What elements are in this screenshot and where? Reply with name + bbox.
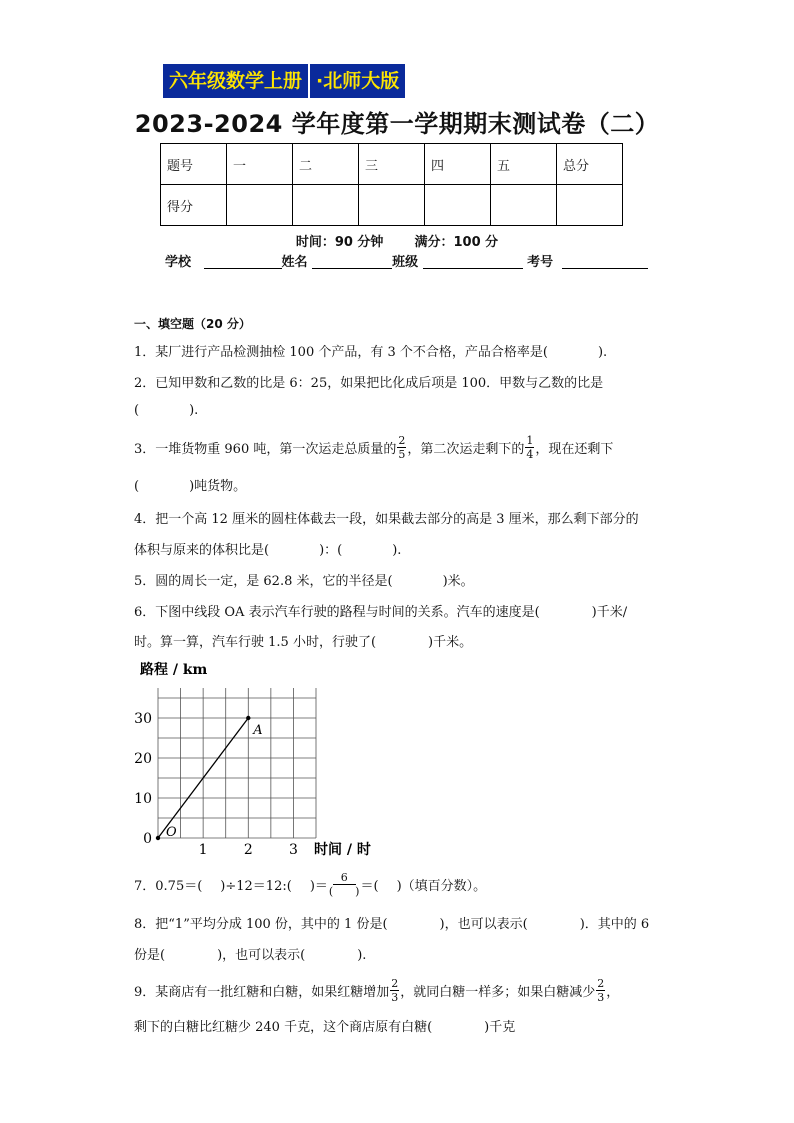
school-field[interactable] — [204, 254, 282, 269]
q6-text-a: 6．下图中线段 OA 表示汽车行驶的路程与时间的关系。汽车的速度是( — [134, 605, 540, 620]
score-header-cell: 一 — [227, 144, 293, 185]
fraction-numerator: 2 — [398, 433, 406, 447]
question-6-line-2 — [134, 631, 472, 650]
x-tick-label: 3 — [288, 842, 298, 858]
exam-no-field[interactable] — [562, 254, 648, 269]
q5-text-b: )米。 — [442, 574, 474, 589]
score-table-header-row — [161, 144, 623, 185]
fraction-denominator: 3 — [391, 990, 399, 1004]
q4-text-a: 体积与原来的体积比是( — [134, 543, 270, 558]
y-tick-label: 20 — [134, 751, 152, 767]
fraction-numerator: 2 — [391, 976, 399, 990]
score-input-cell[interactable] — [227, 185, 293, 226]
chart-y-ticks — [134, 711, 152, 847]
exam-title: 2023-2024 学年度第一学期期末测试卷（二） — [134, 110, 660, 138]
fraction-2-5 — [397, 434, 406, 461]
q5-text-a: 5．圆的周长一定，是 62.8 米，它的半径是( — [134, 574, 393, 589]
score-input-cell[interactable] — [557, 185, 623, 226]
q9-line2: 剩下的白糖比红糖少 240 千克，这个商店原有白糖( — [134, 1020, 433, 1035]
label-A: A — [253, 723, 263, 738]
question-3-line-1 — [134, 430, 613, 464]
y-tick-label: 30 — [134, 711, 152, 727]
question-8-line-2 — [134, 944, 366, 963]
q3-text-c: ，现在还剩下 — [535, 441, 614, 457]
fraction-denominator[interactable]: ( ) — [328, 884, 360, 898]
score-input-cell[interactable] — [293, 185, 359, 226]
edition-banner — [163, 64, 405, 98]
point-A — [246, 716, 250, 720]
question-4-line-1: 4．把一个高 12 厘米的圆柱体截去一段，如果截去部分的高是 3 厘米，那么剩下部分的 — [134, 512, 639, 527]
score-input-cell[interactable] — [359, 185, 425, 226]
fraction-numerator: 2 — [597, 976, 605, 990]
fraction-2-3 — [596, 977, 605, 1004]
q9-text-b: ，就同白糖一样多；如果白糖减少 — [400, 984, 596, 1000]
question-9-line-2 — [134, 1016, 515, 1035]
chart-grid — [158, 688, 316, 838]
section-heading: 一、填空题（20 分） — [134, 317, 251, 331]
question-8-line-1 — [134, 913, 649, 932]
question-2-line-2 — [134, 403, 198, 418]
q8-text-f: ). — [357, 948, 367, 963]
distance-time-chart — [120, 655, 390, 865]
y-tick-label: 0 — [143, 831, 152, 847]
q1-text: 1．某厂进行产品检测抽检 100 个产品，有 3 个不合格，产品合格率是( — [134, 345, 548, 360]
question-2-line-1: 2．已知甲数和乙数的比是 6：25，如果把比化成后项是 100．甲数与乙数的比是 — [134, 376, 604, 391]
x-tick-label: 1 — [198, 842, 208, 858]
score-header-cell: 五 — [491, 144, 557, 185]
question-6-line-1 — [134, 601, 627, 620]
q2-open: ( — [134, 403, 140, 418]
exam-time: 时间：90 分钟 — [295, 235, 384, 250]
q3-text-b: ，第二次运走剩下的 — [407, 441, 525, 457]
q4-text-b: )：( — [319, 543, 343, 558]
fraction-1-4 — [525, 434, 534, 461]
chart-x-ticks — [199, 842, 298, 858]
score-input-cell[interactable] — [425, 185, 491, 226]
name-label: 姓名 — [281, 255, 308, 270]
chart-ylabel: 路程 / km — [140, 662, 208, 678]
q9-text-c: ， — [606, 984, 620, 1000]
point-O — [156, 836, 160, 840]
question-9-line-1 — [134, 972, 619, 1008]
fraction-2-3 — [390, 977, 399, 1004]
question-1 — [134, 341, 607, 360]
q4-text-c: ). — [392, 543, 402, 558]
q6-text-b: )千米/ — [591, 605, 628, 620]
q3-text-a: 3．一堆货物重 960 吨，第一次运走总质量的 — [134, 441, 397, 457]
q9-tail: )千克 — [484, 1020, 516, 1035]
fraction-numerator: 6 — [333, 871, 356, 885]
question-4-line-2 — [134, 539, 401, 558]
score-header-cell: 题号 — [161, 144, 227, 185]
question-5 — [134, 570, 474, 589]
q1-tail: ). — [597, 345, 608, 360]
score-row-label: 得分 — [161, 185, 227, 226]
fraction-6-blank — [329, 871, 360, 898]
class-label: 班级 — [392, 255, 419, 270]
banner-grade: 六年级数学上册 — [169, 70, 303, 92]
class-field[interactable] — [423, 254, 523, 269]
score-header-cell: 三 — [359, 144, 425, 185]
name-field[interactable] — [312, 254, 392, 269]
q2-tail: ). — [189, 403, 199, 418]
q7-text-a: 7．0.75＝( — [134, 878, 203, 894]
q8-text-b: )，也可以表示( — [439, 917, 528, 932]
school-label: 学校 — [165, 255, 192, 270]
score-header-cell: 四 — [425, 144, 491, 185]
q3-open: ( — [134, 479, 140, 494]
score-input-cell[interactable] — [491, 185, 557, 226]
q7-text-b: )÷12＝12:( — [220, 878, 292, 894]
question-7 — [134, 866, 486, 902]
score-table — [160, 143, 623, 226]
chart-xlabel: 时间 / 时 — [314, 842, 371, 858]
banner-edition: ·北师大版 — [316, 70, 400, 92]
q7-text-c: )＝ — [309, 878, 328, 894]
q7-text-e: )（填百分数）。 — [396, 878, 487, 894]
q8-text-d: 份是( — [134, 948, 166, 963]
label-O: O — [166, 825, 177, 840]
q3-tail: )吨货物。 — [189, 479, 247, 494]
score-header-cell: 二 — [293, 144, 359, 185]
q8-text-c: )．其中的 6 — [579, 917, 650, 932]
q7-text-d: ＝( — [360, 878, 379, 894]
score-table-score-row — [161, 185, 623, 226]
fraction-numerator: 1 — [526, 433, 534, 447]
q6-text-c: 时。算一算，汽车行驶 1.5 小时，行驶了( — [134, 635, 377, 650]
fraction-denominator: 3 — [597, 990, 605, 1004]
score-header-cell: 总分 — [557, 144, 623, 185]
q8-text-a: 8．把“1”平均分成 100 份，其中的 1 份是( — [134, 917, 388, 932]
student-fields — [165, 251, 648, 270]
fraction-denominator: 5 — [398, 447, 406, 461]
question-3-line-2 — [134, 475, 246, 494]
exam-full-score: 满分：100 分 — [414, 235, 499, 250]
q9-text-a: 9．某商店有一批红糖和白糖，如果红糖增加 — [134, 984, 390, 1000]
fraction-denominator: 4 — [526, 447, 534, 461]
y-tick-label: 10 — [134, 791, 152, 807]
exam-no-label: 考号 — [527, 255, 554, 270]
q6-text-d: )千米。 — [428, 635, 473, 650]
x-tick-label: 2 — [243, 842, 253, 858]
q8-text-e: )，也可以表示( — [217, 948, 306, 963]
exam-info — [0, 231, 794, 250]
